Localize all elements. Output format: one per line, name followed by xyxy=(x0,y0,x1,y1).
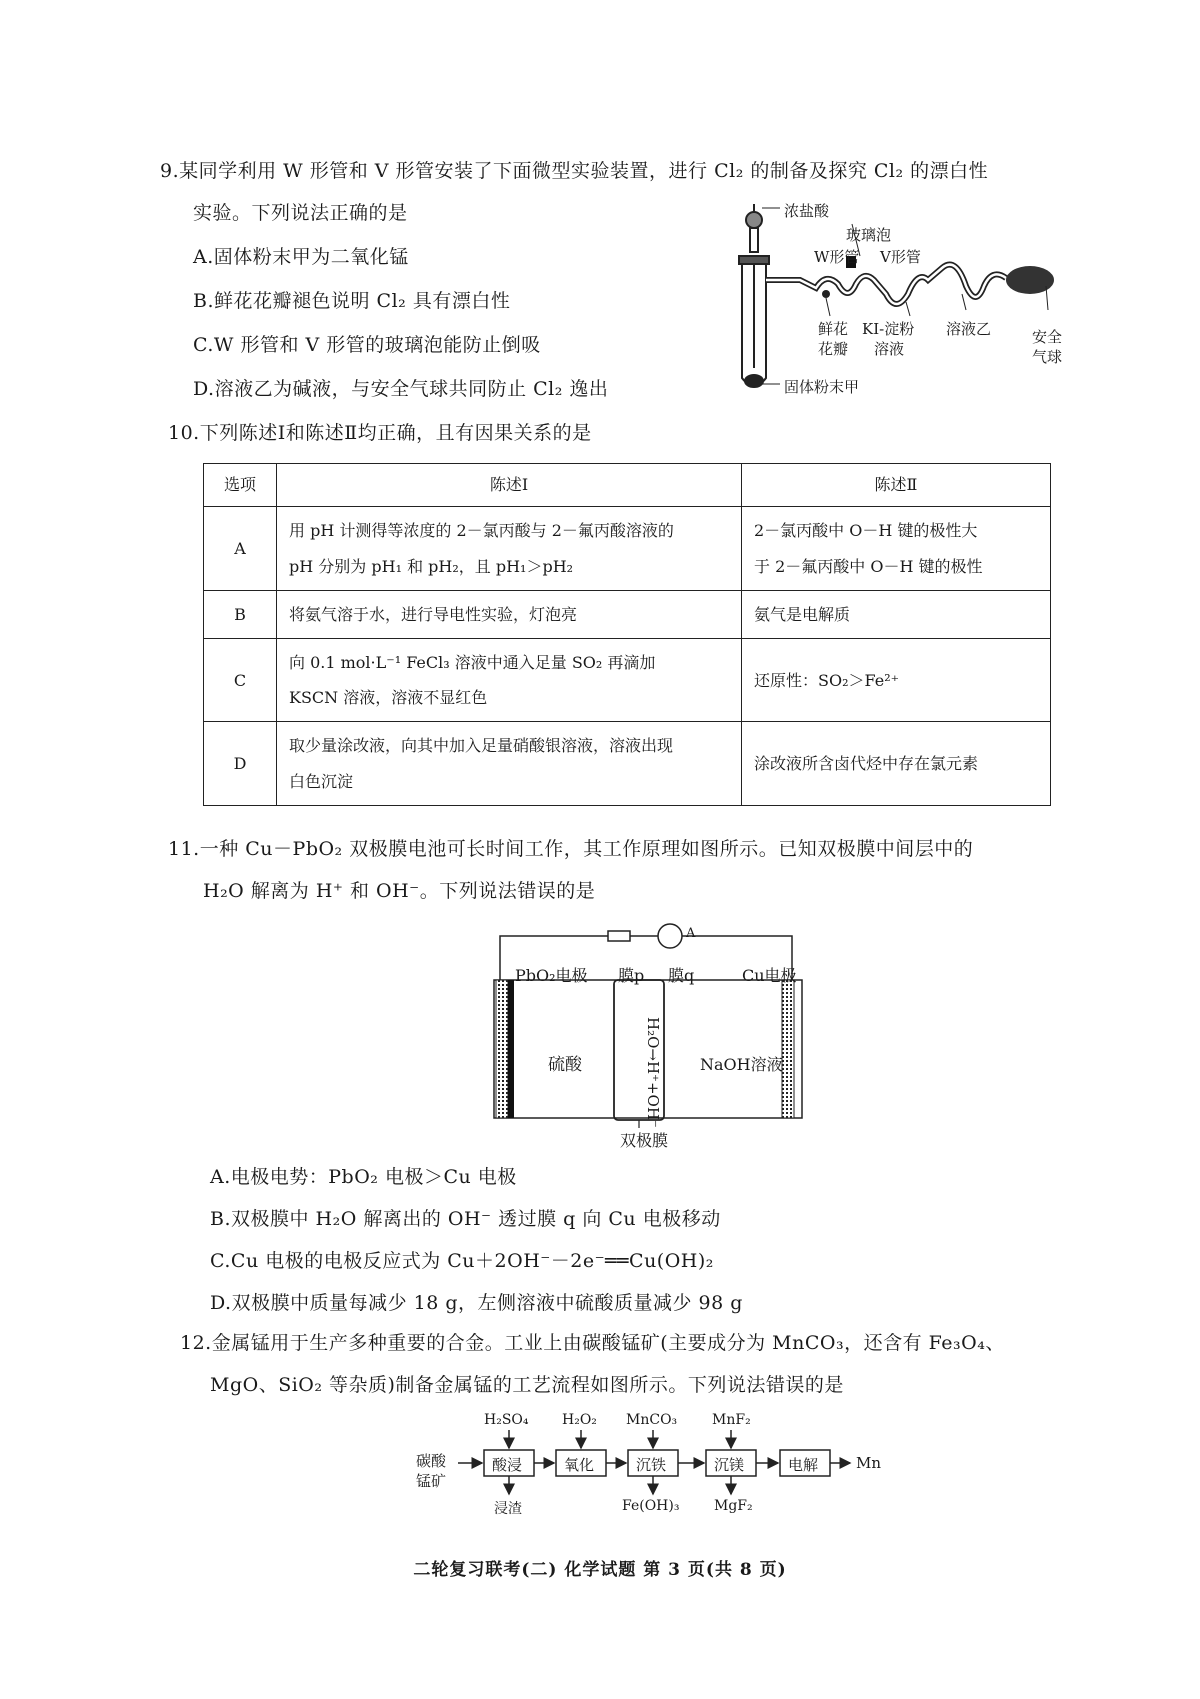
flow-step-mg-precip: 沉镁 xyxy=(714,1456,745,1474)
q9-option-a: A.固体粉末甲为二氧化锰 xyxy=(193,246,409,268)
flow-step-oxidation: 氧化 xyxy=(564,1456,595,1474)
flow-step-electrolysis: 电解 xyxy=(788,1456,819,1474)
flow-byproduct: 浸渣 xyxy=(494,1501,522,1517)
statement-1-line: 用 pH 计测得等浓度的 2－氯丙酸与 2－氟丙酸溶液的 xyxy=(289,521,674,541)
cu-electrode-plate xyxy=(782,980,794,1118)
label-bipolar-membrane: 双极膜 xyxy=(620,1131,669,1150)
flow-byproduct: Fe(OH)₃ xyxy=(622,1498,680,1514)
flow-step-iron-precip: 沉铁 xyxy=(636,1456,667,1474)
table-row xyxy=(204,722,1051,805)
w-v-tube xyxy=(766,265,1006,304)
row-option: B xyxy=(204,590,277,638)
statement-1-line: KSCN 溶液，溶液不显红色 xyxy=(289,688,488,708)
row-option: A xyxy=(204,507,277,590)
q9-option-d: D.溶液乙为碱液，与安全气球共同防止 Cl₂ 逸出 xyxy=(193,378,609,400)
flow-raw-2: 锰矿 xyxy=(416,1472,447,1490)
statement-1-line: 向 0.1 mol·L⁻¹ FeCl₃ 溶液中通入足量 SO₂ 再滴加 xyxy=(289,652,656,672)
q11-option-a: A.电极电势：PbO₂ 电极＞Cu 电极 xyxy=(210,1166,517,1188)
q12-stem-line1: 12.金属锰用于生产多种重要的合金。工业上由碳酸锰矿(主要成分为 MnCO₃，还含有 Fe₃O₄、 xyxy=(180,1332,1005,1354)
label-membrane-q: 膜q xyxy=(668,966,695,985)
label-naoh: NaOH溶液 xyxy=(700,1055,783,1074)
label-dissociation: H₂O→H⁺+OH⁻ xyxy=(644,1017,662,1128)
statement-1-line: 白色沉淀 xyxy=(289,771,354,791)
header-option: 选项 xyxy=(204,464,277,507)
q10-stem: 10.下列陈述Ⅰ和陈述Ⅱ均正确，且有因果关系的是 xyxy=(168,422,592,444)
label-solution-b: 溶液乙 xyxy=(946,320,992,338)
header-statement-2: 陈述Ⅱ xyxy=(742,464,1051,507)
dropping-funnel xyxy=(742,204,766,256)
label-balloon-2: 气球 xyxy=(1032,348,1063,366)
label-ammeter: A xyxy=(686,926,696,941)
statement-2-line: 涂改液所含卤代烃中存在氯元素 xyxy=(754,753,979,773)
test-tube xyxy=(739,256,769,387)
statement-1-line: pH 分别为 pH₁ 和 pH₂，且 pH₁＞pH₂ xyxy=(289,556,574,576)
label-powder: 固体粉末甲 xyxy=(784,378,860,396)
table-row xyxy=(204,507,1051,590)
statement-2-line: 还原性：SO₂＞Fe²⁺ xyxy=(754,670,900,690)
q11-stem-line2: H₂O 解离为 H⁺ 和 OH⁻。下列说法错误的是 xyxy=(203,880,596,902)
flow-raw-1: 碳酸 xyxy=(416,1452,447,1470)
statement-1-line: 将氨气溶于水，进行导电性实验，灯泡亮 xyxy=(289,604,578,624)
q11-option-b: B.双极膜中 H₂O 解离出的 OH⁻ 透过膜 q 向 Cu 电极移动 xyxy=(210,1208,721,1230)
q11-option-c: C.Cu 电极的电极反应式为 Cu＋2OH⁻－2e⁻══Cu(OH)₂ xyxy=(210,1250,714,1272)
statement-2-line: 氨气是电解质 xyxy=(754,604,851,624)
header-statement-1: 陈述Ⅰ xyxy=(277,464,742,507)
row-option: D xyxy=(204,722,277,805)
flow-reagent: H₂O₂ xyxy=(562,1412,597,1428)
q9-option-c: C.W 形管和 V 形管的玻璃泡能防止倒吸 xyxy=(193,334,541,356)
flow-reagent: MnCO₃ xyxy=(626,1412,678,1428)
label-conc-hcl: 浓盐酸 xyxy=(784,202,830,220)
label-pbo2-electrode: PbO₂电极 xyxy=(515,966,588,985)
flow-step-acid-leach: 酸浸 xyxy=(492,1456,523,1474)
q11-stem-line1: 11.一种 Cu－PbO₂ 双极膜电池可长时间工作，其工作原理如图所示。已知双极膜中间层中的 xyxy=(168,838,974,860)
flow-product: Mn xyxy=(856,1454,882,1472)
flow-reagent: H₂SO₄ xyxy=(484,1412,529,1428)
statement-2-line: 于 2－氟丙酸中 O－H 键的极性 xyxy=(754,556,983,576)
statement-2-line: 2－氯丙酸中 O－H 键的极性大 xyxy=(754,521,978,541)
q9-stem-line1: 9.某同学利用 W 形管和 V 形管安装了下面微型实验装置，进行 Cl₂ 的制备及探究 Cl₂ 的漂白性 xyxy=(160,160,989,182)
label-glass-bulb: 玻璃泡 xyxy=(846,226,892,244)
resistor-icon xyxy=(608,931,630,941)
label-flower-1: 鲜花 xyxy=(818,320,849,338)
q10-table xyxy=(203,463,1051,806)
pbo2-electrode-plate xyxy=(496,980,508,1118)
label-ki-2: 溶液 xyxy=(874,340,905,358)
flow-reagent: MnF₂ xyxy=(712,1412,751,1428)
q9-stem-line2: 实验。下列说法正确的是 xyxy=(193,202,408,224)
flow-byproduct: MgF₂ xyxy=(714,1498,753,1514)
statement-1-line: 取少量涂改液，向其中加入足量硝酸银溶液，溶液出现 xyxy=(289,736,674,756)
label-ki-1: KI-淀粉 xyxy=(862,320,915,338)
q9-option-b: B.鲜花花瓣褪色说明 Cl₂ 具有漂白性 xyxy=(193,290,511,312)
label-flower-2: 花瓣 xyxy=(818,340,849,358)
table-header-row xyxy=(204,464,1051,507)
label-cu-electrode: Cu电极 xyxy=(742,966,797,985)
ammeter-icon xyxy=(658,924,682,948)
label-membrane-p: 膜p xyxy=(618,966,645,985)
q11-option-d: D.双极膜中质量每减少 18 g，左侧溶液中硫酸质量减少 98 g xyxy=(210,1292,743,1314)
label-sulfuric-acid: 硫酸 xyxy=(548,1055,582,1075)
q12-stem-line2: MgO、SiO₂ 等杂质)制备金属锰的工艺流程如图所示。下列说法错误的是 xyxy=(210,1374,844,1396)
label-v-tube: V形管 xyxy=(880,248,921,266)
row-option: C xyxy=(204,638,277,721)
label-w-tube: W形管 xyxy=(814,248,860,266)
page-footer: 二轮复习联考(二) 化学试题 第 3 页(共 8 页) xyxy=(413,1560,787,1580)
table-row xyxy=(204,590,1051,638)
label-balloon-1: 安全 xyxy=(1032,328,1063,346)
table-row xyxy=(204,638,1051,721)
